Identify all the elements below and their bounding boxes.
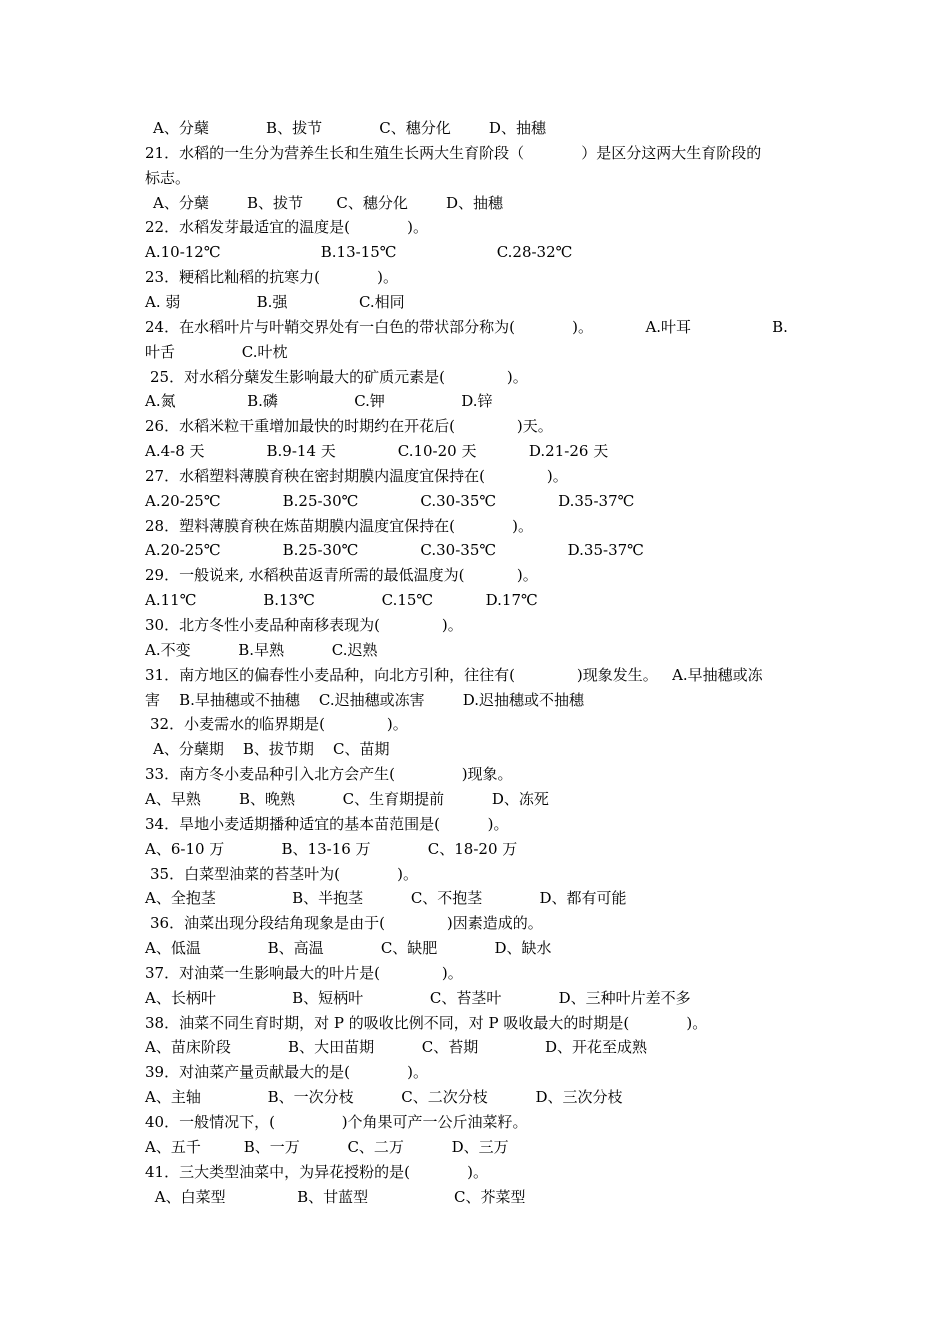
text-line: 39．对油菜产量贡献最大的是( )。 [145, 1063, 429, 1082]
text-line: 24．在水稻叶片与叶鞘交界处有一白色的带状部分称为( )。 A.叶耳 B. [145, 317, 788, 336]
text-line: 21．水稻的一生分为营养生长和生殖生长两大生育阶段（ ）是区分这两大生育阶段的 [145, 143, 762, 162]
text-line: 32．小麦需水的临界期是( )。 [150, 715, 408, 734]
text-line: A.20-25℃ B.25-30℃ C.30-35℃ D.35-37℃ [145, 491, 635, 510]
text-line: 害 B.早抽穗或不抽穗 C.迟抽穗或冻害 D.迟抽穗或不抽穗 [145, 690, 585, 709]
text-line: A.不变 B.早熟 C.迟熟 [145, 640, 378, 659]
text-line: A. 弱 B.强 C.相同 [145, 292, 405, 311]
text-line: 31．南方地区的偏春性小麦品种，向北方引种，往往有( )现象发生。 A.早抽穗或冻 [145, 665, 763, 684]
text-line: A.20-25℃ B.25-30℃ C.30-35℃ D.35-37℃ [145, 541, 644, 560]
text-line: A.10-12℃ B.13-15℃ C.28-32℃ [145, 243, 573, 262]
text-line: 25．对水稻分蘖发生影响最大的矿质元素是( )。 [150, 367, 528, 386]
text-line: 40．一般情况下，( )个角果可产一公斤油菜籽。 [145, 1113, 528, 1131]
text-line: 26．水稻米粒干重增加最快的时期约在开花后( )天。 [145, 417, 553, 436]
text-line: 36．油菜出现分段结角现象是由于( )因素造成的。 [150, 914, 543, 933]
text-line: 30．北方冬性小麦品种南移表现为( )。 [145, 616, 463, 634]
text-line: A、白菜型 B、甘蓝型 C、芥菜型 [150, 1187, 526, 1206]
text-line: 33．南方冬小麦品种引入北方会产生( )现象。 [145, 765, 513, 784]
text-line: A、分蘖 B、拔节 C、穗分化 D、抽穗 [153, 193, 504, 212]
text-line: A、全抱茎 B、半抱茎 C、不抱茎 D、都有可能 [145, 889, 627, 908]
text-line: 35．白菜型油菜的苔茎叶为( )。 [150, 864, 419, 883]
text-line: 28．塑料薄膜育秧在炼苗期膜内温度宜保持在( )。 [145, 516, 534, 535]
text-line: A、苗床阶段 B、大田苗期 C、苔期 D、开花至成熟 [145, 1038, 648, 1057]
text-line: A、主轴 B、一次分枝 C、二次分枝 D、三次分枝 [145, 1088, 623, 1107]
text-line: 27．水稻塑料薄膜育秧在密封期膜内温度宜保持在( )。 [145, 466, 568, 485]
text-line: A、早熟 B、晚熟 C、生育期提前 D、冻死 [145, 789, 549, 808]
text-line: A.氮 B.磷 C.钾 D.锌 [145, 392, 493, 411]
text-line: A、五千 B、一万 C、二万 D、三万 [145, 1137, 509, 1156]
text-line: 叶舌 C.叶枕 [145, 342, 288, 361]
text-line: 标志。 [145, 168, 191, 187]
text-line: 38．油菜不同生育时期，对 P 的吸收比例不同，对 P 吸收最大的时期是( )。 [145, 1013, 708, 1032]
text-line: A、分蘖期 B、拔节期 C、苗期 [153, 740, 390, 759]
text-line: A.4-8 天 B.9-14 天 C.10-20 天 D.21-26 天 [145, 442, 609, 461]
text-line: A、分蘖 B、拔节 C、穗分化 D、抽穗 [153, 119, 546, 137]
text-line: 29．一般说来, 水稻秧苗返青所需的最低温度为( )。 [145, 566, 538, 585]
text-line: A、6-10 万 B、13-16 万 C、18-20 万 [145, 839, 518, 858]
text-line: A、长柄叶 B、短柄叶 C、苔茎叶 D、三种叶片差不多 [145, 988, 691, 1007]
text-line: 37．对油菜一生影响最大的叶片是( )。 [145, 963, 463, 982]
text-line: A、低温 B、高温 C、缺肥 D、缺水 [145, 939, 552, 958]
text-line: A.11℃ B.13℃ C.15℃ D.17℃ [145, 591, 538, 610]
text-line: 34．旱地小麦适期播种适宜的基本苗范围是( )。 [145, 814, 509, 833]
text-line: 23．粳稻比籼稻的抗寒力( )。 [145, 268, 399, 287]
text-line: 41．三大类型油菜中，为异花授粉的是( )。 [145, 1162, 489, 1181]
text-line: 22．水稻发芽最适宜的温度是( )。 [145, 218, 429, 237]
